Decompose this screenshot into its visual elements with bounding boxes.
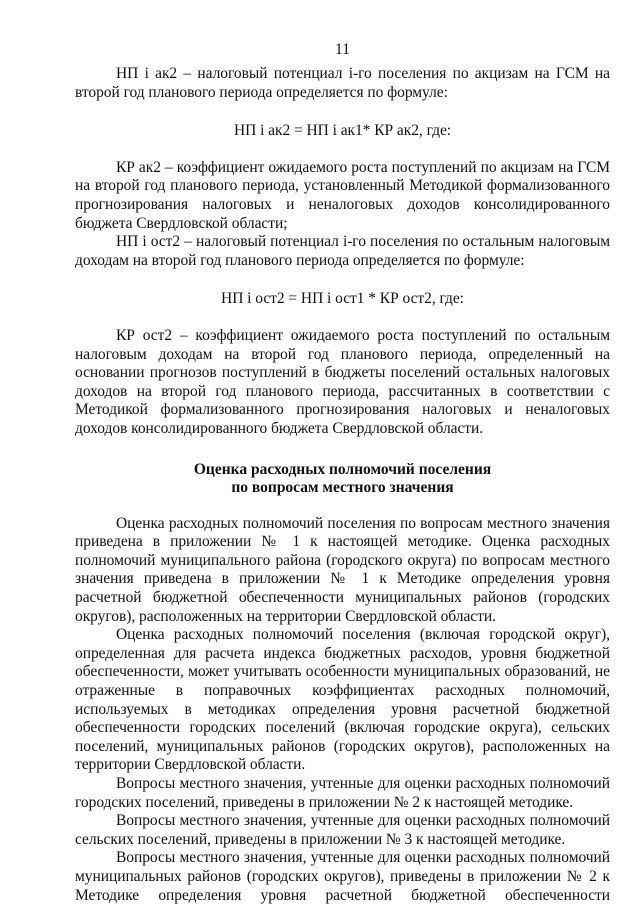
paragraph-kr-ak2-definition: КР ак2 – коэффициент ожидаемого роста поступлений по акцизам на ГСМ на второй год планового периода, установленный Методикой формализованного прогнозирования налоговых и неналоговых доходов консолидированного бюджета Свердловской области; [75,158,610,232]
section-heading [75,461,610,498]
paragraph-expense-assessment: Оценка расходных полномочий поселения по вопросам местного значения приведена в приложении № 1 к настоящей методике. Оценка расходных полномочий муниципального района (городского округа) по вопросам местного значения приведена в приложении № 1 к Методике определения уровня расчетной бюджетной обеспеченности муниципальных районов (городских округов), расположенных на территории Свердловской области. [75,514,610,625]
paragraph-kr-ost2-definition: КР ост2 – коэффициент ожидаемого роста поступлений по остальным налоговым доходам на второй год планового периода, определенный на основании прогнозов поступлений в бюджеты поселений остальных налоговых доходов на второй год планового периода, рассчитанных в соответствии с Методикой формализованного прогнозирования налоговых и неналоговых доходов консолидированного бюджета Свердловской области. [75,326,610,437]
formula-np-ak2: НП i ак2 = НП i ак1* КР ак2, где: [233,122,452,140]
paragraph-municipal-districts-issues: Вопросы местного значения, учтенные для оценки расходных полномочий муниципальных районов (городских округов), приведены в приложении № 2 к Методике определения уровня расчетной бюджетной обеспеченности [75,849,610,904]
paragraph-np-ak2-definition: НП i ак2 – налоговый потенциал i-го поселения по акцизам на ГСМ на второй год планового периода определяется по формуле: [75,65,610,101]
paragraph-urban-settlements-issues: Вопросы местного значения, учтенные для оценки расходных полномочий городских поселений, приведены в приложении № 2 к настоящей методике. [75,775,610,811]
section-heading-line-2: по вопросам местного значения [231,479,454,497]
paragraph-np-ost2-definition: НП i ост2 – налоговый потенциал i-го поселения по остальным налоговым доходам на второй год планового периода определяется по формуле: [75,233,610,269]
section-heading-line-1: Оценка расходных полномочий поселения [193,460,492,478]
page-number: 11 [335,41,350,58]
formula-np-ost2: НП i ост2 = НП i ост1 * КР ост2, где: [221,290,464,308]
paragraph-expense-assessment-features: Оценка расходных полномочий поселения (включая городской округ), определенная для расчета индекса бюджетных расходов, уровня бюджетной обеспеченности, может учитывать особенности муниципальных образований, не отраженные в поправочных коэффициентах расходных полномочий, используемых в методиках определения уровня расчетной бюджетной обеспеченности городских поселений (включая городские округа), сельских поселений, муниципальных районов (городских округов), расположенных на территории Свердловской области. [75,626,610,774]
paragraph-rural-settlements-issues: Вопросы местного значения, учтенные для оценки расходных полномочий сельских поселений, приведены в приложении № 3 к настоящей методике. [75,812,610,848]
